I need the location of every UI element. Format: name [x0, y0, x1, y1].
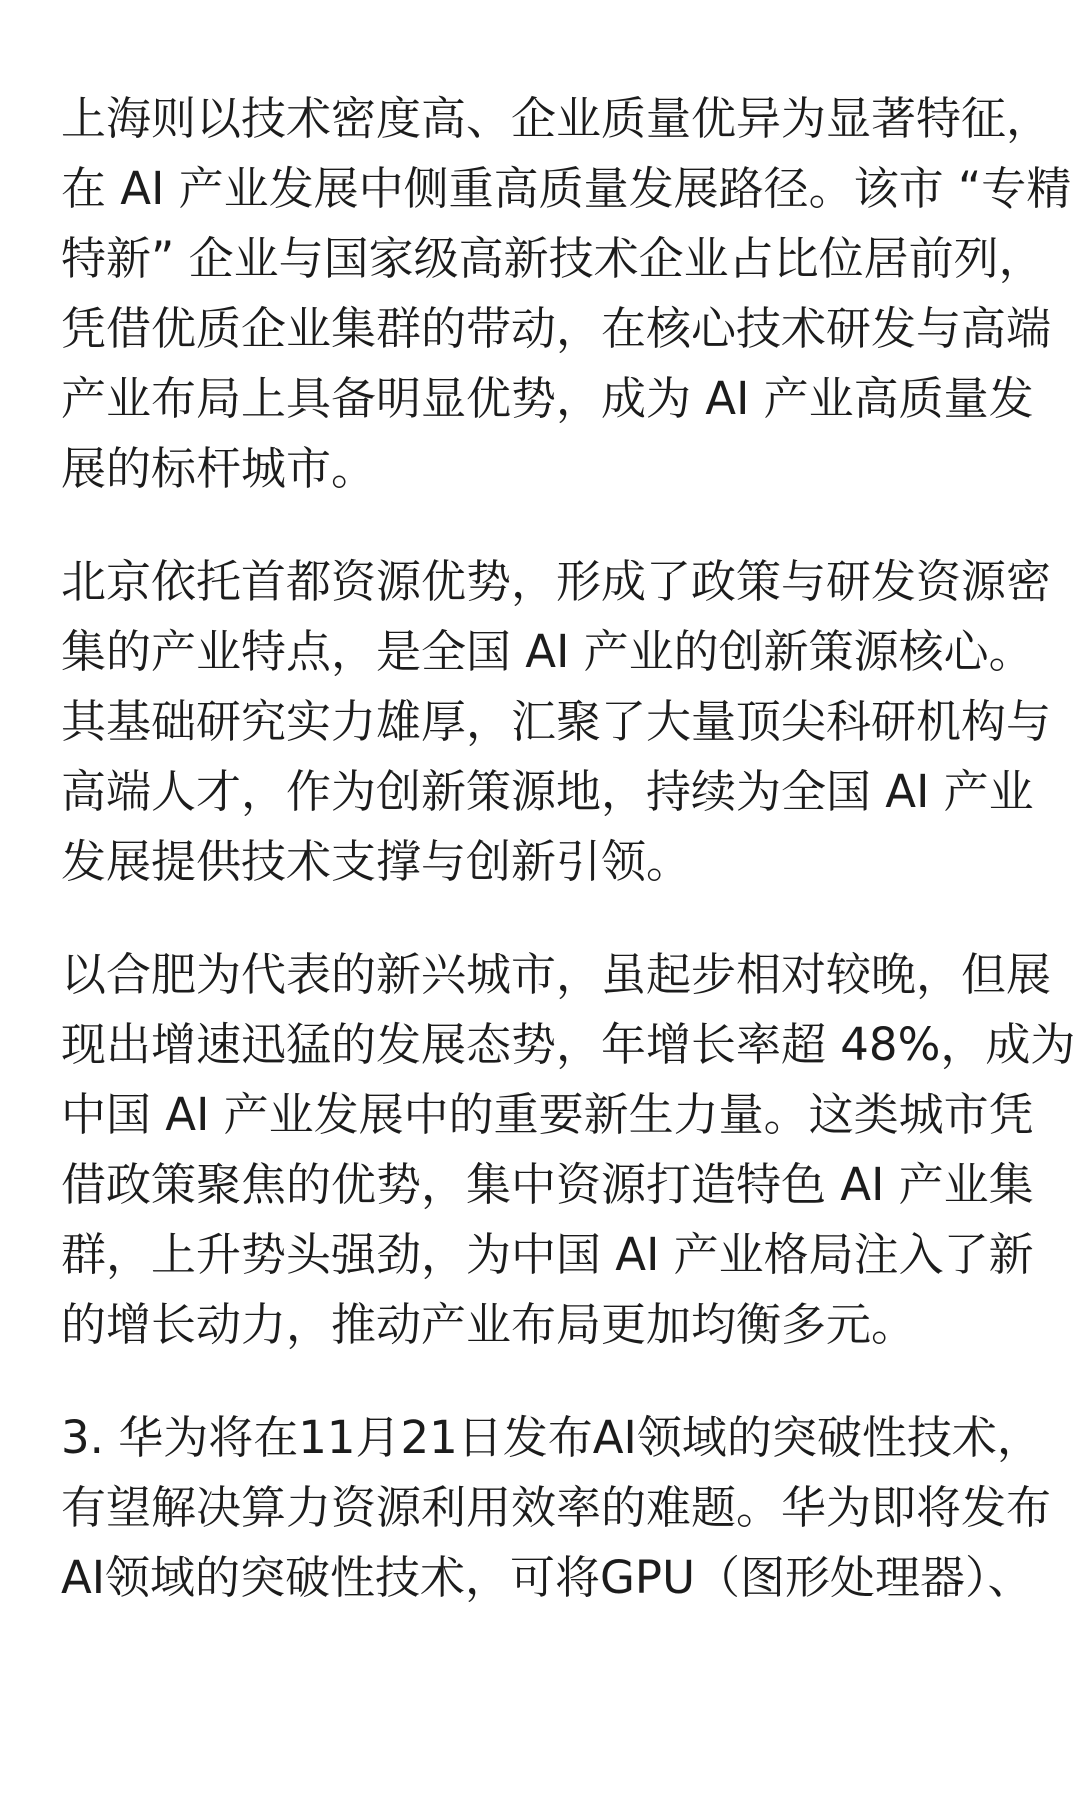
text-line: 以合肥为代表的新兴城市，虽起步相对较晚，但展 [61, 948, 1052, 1001]
text-line: 的增长动力，推动产业布局更加均衡多元。 [61, 1298, 917, 1351]
text-line: 集的产业特点，是全国 AI 产业的创新策源核心。 [61, 625, 1034, 678]
text-line: AI领域的突破性技术，可将GPU（图形处理器）、 [61, 1551, 1033, 1604]
paragraph-huawei [61, 1403, 1052, 1613]
text-line: 现出增速迅猛的发展态势，年增长率超 48%，成为 [61, 1018, 1076, 1071]
text-line: 北京依托首都资源优势，形成了政策与研发资源密 [61, 555, 1052, 608]
paragraph-hefei [61, 940, 1076, 1360]
text-line: 中国 AI 产业发展中的重要新生力量。这类城市凭 [61, 1088, 1034, 1141]
text-line: 展的标杆城市。 [61, 442, 377, 495]
text-line: 凭借优质企业集群的带动，在核心技术研发与高端 [61, 302, 1052, 355]
text-line: 借政策聚焦的优势，集中资源打造特色 AI 产业集 [61, 1158, 1034, 1211]
paragraph-beijing [61, 547, 1052, 897]
text-line: 上海则以技术密度高、企业质量优异为显著特征， [61, 92, 1052, 145]
text-line: 发展提供技术支撑与创新引领。 [61, 835, 692, 888]
text-line: 3. 华为将在11月21日发布AI领域的突破性技术， [61, 1411, 1042, 1464]
text-line: 特新” 企业与国家级高新技术企业占比位居前列， [61, 232, 1044, 285]
text-line: 有望解决算力资源利用效率的难题。华为即将发布 [61, 1481, 1052, 1534]
text-line: 高端人才，作为创新策源地，持续为全国 AI 产业 [61, 765, 1034, 818]
article-body [61, 84, 1076, 1656]
text-line: 在 AI 产业发展中侧重高质量发展路径。该市 “专精 [61, 162, 1072, 215]
text-line: 产业布局上具备明显优势，成为 AI 产业高质量发 [61, 372, 1034, 425]
paragraph-shanghai [61, 84, 1072, 504]
text-line: 群，上升势头强劲，为中国 AI 产业格局注入了新 [61, 1228, 1034, 1281]
text-line: 其基础研究实力雄厚，汇聚了大量顶尖科研机构与 [61, 695, 1052, 748]
